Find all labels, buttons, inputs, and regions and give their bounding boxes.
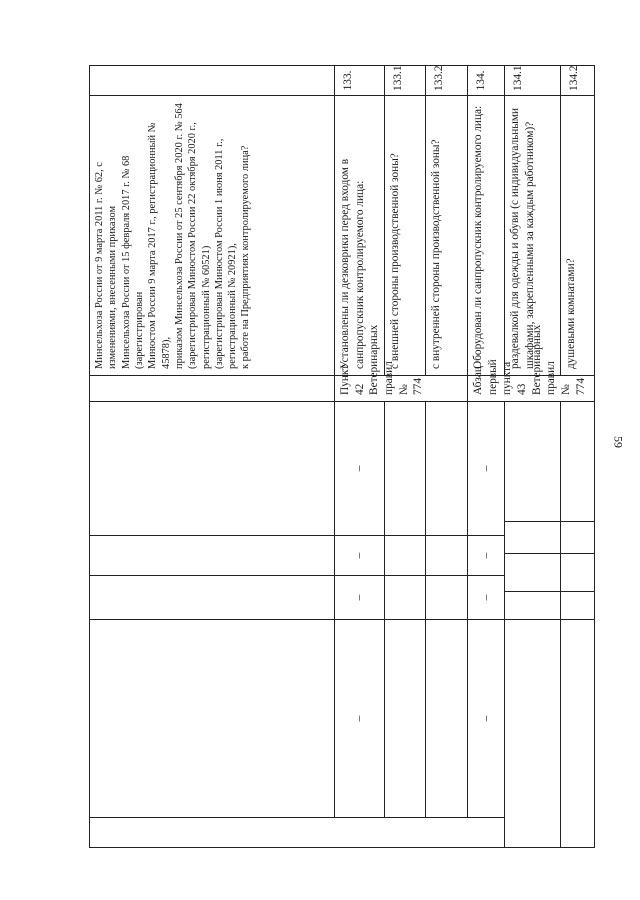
- answer-cell-2: [90, 401, 335, 535]
- checklist-table-rotated: [89, 66, 594, 848]
- answer-cell-3: [426, 535, 468, 575]
- answer-cell-3: –: [335, 535, 385, 575]
- row-number: 133.1: [385, 65, 426, 95]
- row-number: 134.: [468, 65, 505, 95]
- answer-cell-1: [505, 401, 561, 521]
- basis-cell: Абзац первый пункта 43 Ветеринарных правил № 774: [468, 375, 595, 401]
- row-number: 134.2: [561, 65, 595, 95]
- answer-cell-1: [561, 401, 595, 521]
- table-row: [335, 65, 385, 847]
- answer-cell-1: [90, 375, 335, 401]
- table-row: [385, 65, 426, 847]
- answer-cell-3: [385, 535, 426, 575]
- answer-cell-5: [505, 620, 561, 848]
- answer-cell-4: –: [468, 575, 505, 619]
- answer-cell-2: [561, 521, 595, 553]
- answer-cell-4: [505, 592, 561, 620]
- answer-cell-4: [561, 592, 595, 620]
- question-cell: раздевалкой для одежды и обуви (с индивидуальными шкафами, закрепленными за каждым работником)?: [505, 95, 561, 375]
- answer-cell-3: [505, 553, 561, 591]
- answer-cell-2: [385, 401, 426, 535]
- table-row: [426, 65, 468, 847]
- table-row: [468, 65, 505, 847]
- answer-cell-4: [426, 575, 468, 619]
- answer-cell-5: [385, 620, 426, 818]
- row-number: 134.1: [505, 65, 561, 95]
- row-number: 133.: [335, 65, 385, 95]
- checklist-table: [89, 65, 595, 848]
- answer-cell-3: [561, 553, 595, 591]
- row-number: 133.2: [426, 65, 468, 95]
- answer-cell-5: –: [468, 620, 505, 818]
- answer-cell-5: [426, 620, 468, 818]
- question-cell: с внешней стороны производственной зоны?: [385, 95, 426, 375]
- answer-cell-2: –: [468, 401, 505, 535]
- answer-cell-5: [561, 620, 595, 848]
- answer-cell-4: [385, 575, 426, 619]
- answer-cell-4: –: [335, 575, 385, 619]
- answer-cell-2: [426, 401, 468, 535]
- answer-cell-4: [90, 575, 335, 619]
- basis-cell: Пункт 42 Ветеринарных правил № 774: [335, 375, 468, 401]
- answer-cell-2: –: [335, 401, 385, 535]
- table-row: [561, 65, 595, 847]
- table-row: [505, 65, 561, 847]
- table-row: [90, 65, 335, 847]
- basis-continuation: Минсельхоза России от 9 марта 2011 г. № 62, с изменениями, внесенными приказом Минсельхоза России от 15 февраля 2017 г. № 68 (зарегистрирован Минюстом России 9 марта 2017 г., регистрационный № 45878), приказом Минсельхоза России от 25 сентября 2020 г. № 564 (зарегистрирован Минюстом России 22 октября 2020 г., регистрационный № 60521) (зарегистрирован Минюстом России 1 июня 2011 г., регистрационный № 20921), к работе на Предприятиях контролируемого лица?: [90, 95, 335, 375]
- question-cell: Установлены ли дезковрики перед входом в санпропускник контролируемого лица:: [335, 95, 385, 375]
- answer-cell-3: [90, 535, 335, 575]
- answer-cell-5: –: [335, 620, 385, 818]
- answer-yes-cell: [90, 818, 505, 848]
- question-cell: Оборудован ли санпропускник контролируемого лица:: [468, 95, 505, 375]
- answer-cell-3: –: [468, 535, 505, 575]
- answer-cell-2: [505, 521, 561, 553]
- question-cell: душевыми комнатами?: [561, 95, 595, 375]
- page-number: 59: [611, 436, 626, 448]
- row-number: [90, 65, 335, 95]
- question-cell: с внутренней стороны производственной зоны?: [426, 95, 468, 375]
- answer-cell-5: [90, 620, 335, 818]
